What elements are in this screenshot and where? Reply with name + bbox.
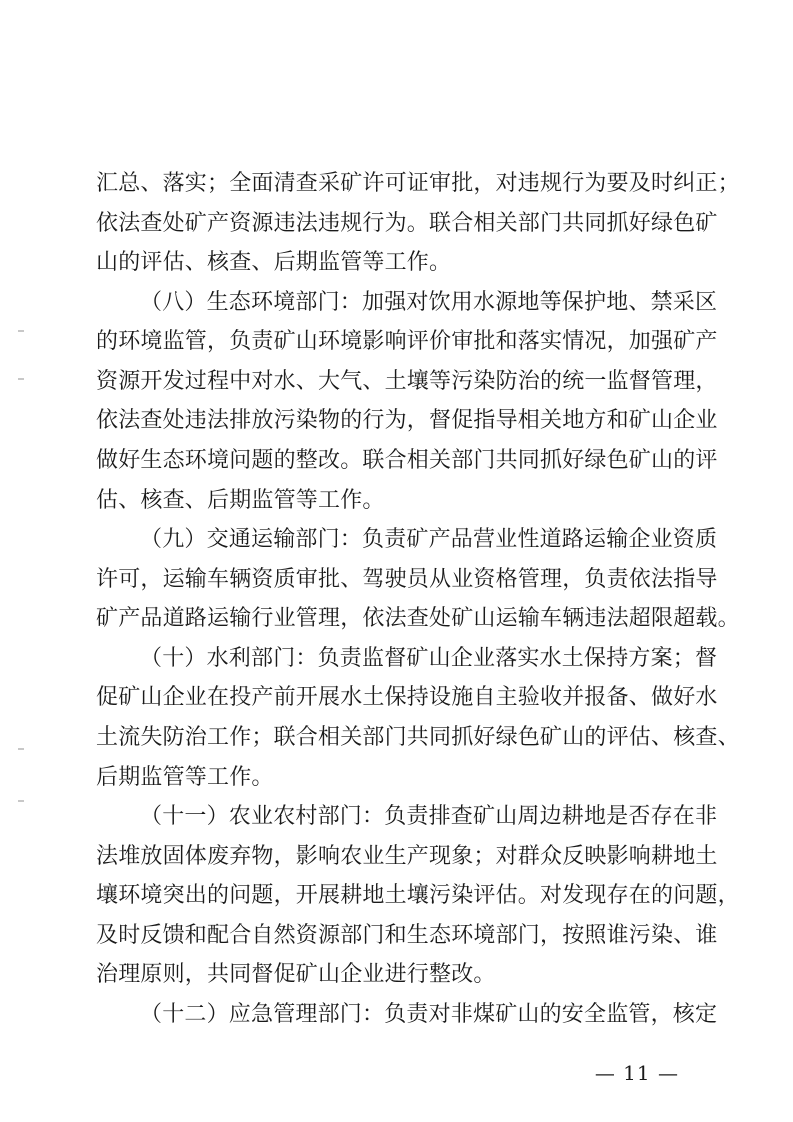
paragraph-start-line: （十一）农业农村部门：负责排查矿山周边耕地是否存在非 (140, 804, 718, 829)
body-text-line: 治理原则，共同督促矿山企业进行整改。 (96, 962, 496, 987)
body-text-line: 矿产品道路运输行业管理，依法查处矿山运输车辆违法超限超载。 (96, 606, 740, 631)
margin-mark (18, 800, 24, 802)
body-text-line: 许可，运输车辆资质审批、驾驶员从业资格管理，负责依法指导 (96, 567, 718, 592)
body-text-line: 的环境监管，负责矿山环境影响评价审批和落实情况，加强矿产 (96, 329, 718, 354)
margin-mark (18, 378, 24, 380)
body-text-line: 估、核查、后期监管等工作。 (96, 488, 385, 513)
body-text-line: 法堆放固体废弃物，影响农业生产现象；对群众反映影响耕地土 (96, 844, 718, 869)
page-number: — 11 — (594, 1061, 679, 1085)
body-text-line: 做好生态环境问题的整改。联合相关部门共同抓好绿色矿山的评 (96, 448, 718, 473)
paragraph-start-line: （十二）应急管理部门：负责对非煤矿山的安全监管，核定 (140, 1002, 718, 1027)
body-text-line: 后期监管等工作。 (96, 765, 274, 790)
body-text-line: 山的评估、核查、后期监管等工作。 (96, 250, 452, 275)
body-text-line: 汇总、落实；全面清查采矿许可证审批，对违规行为要及时纠正； (96, 171, 740, 196)
body-text-line: 壤环境突出的问题，开展耕地土壤污染评估。对发现存在的问题， (96, 883, 740, 908)
margin-mark (18, 330, 24, 332)
body-text-line: 促矿山企业在投产前开展水土保持设施自主验收并报备、做好水 (96, 685, 718, 710)
body-text-line: 及时反馈和配合自然资源部门和生态环境部门，按照谁污染、谁 (96, 923, 718, 948)
body-text-line: 资源开发过程中对水、大气、土壤等污染防治的统一监督管理， (96, 369, 718, 394)
paragraph-start-line: （九）交通运输部门：负责矿产品营业性道路运输企业资质 (140, 527, 718, 552)
margin-mark (18, 748, 24, 750)
body-text-line: 依法查处违法排放污染物的行为，督促指导相关地方和矿山企业 (96, 408, 718, 433)
body-text-line: 依法查处矿产资源违法违规行为。联合相关部门共同抓好绿色矿 (96, 211, 718, 236)
paragraph-start-line: （八）生态环境部门：加强对饮用水源地等保护地、禁采区 (140, 290, 718, 315)
body-text-line: 土流失防治工作；联合相关部门共同抓好绿色矿山的评估、核查、 (96, 725, 740, 750)
paragraph-start-line: （十）水利部门：负责监督矿山企业落实水土保持方案；督 (140, 646, 718, 671)
